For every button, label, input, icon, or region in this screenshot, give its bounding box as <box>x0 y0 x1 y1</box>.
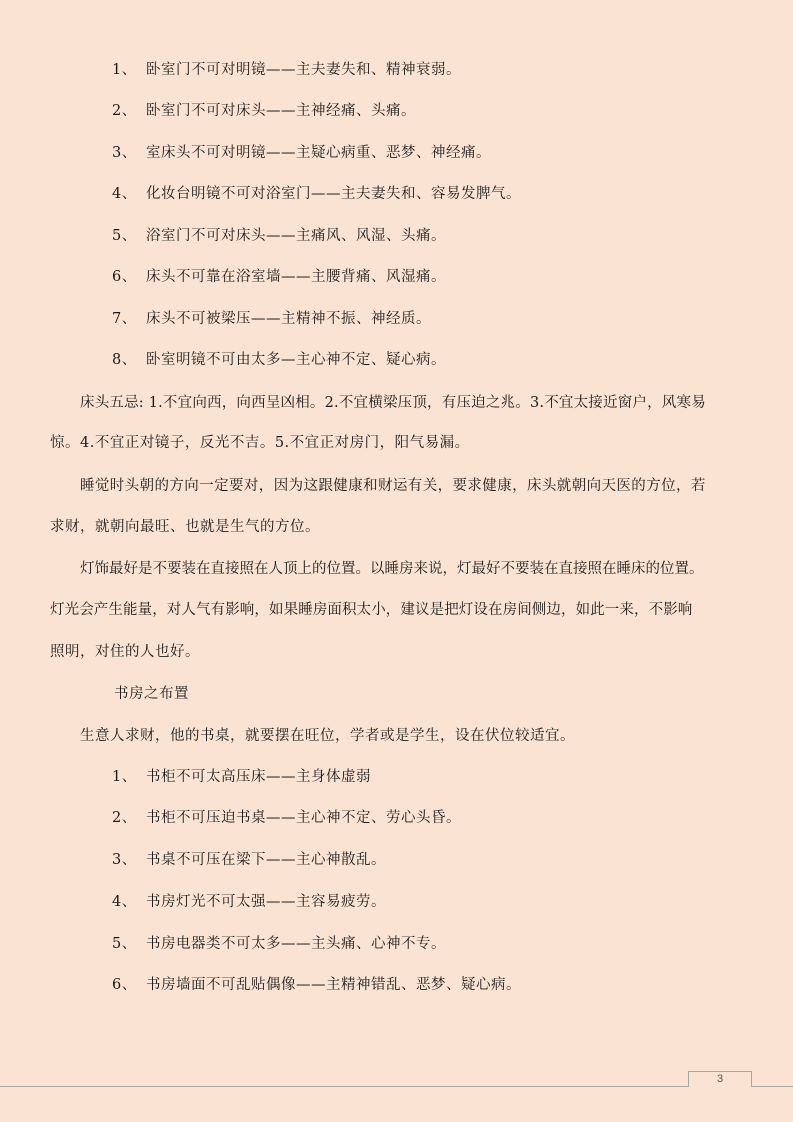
sleep-direction-line-1: 睡觉时头朝的方向一定要对，因为这跟健康和财运有关，要求健康，床头就朝向天医的方位，若 <box>80 478 706 494</box>
rule-text: 书房电器类不可太多——主头痛、心神不专。 <box>146 936 446 952</box>
footer-divider <box>0 1086 793 1087</box>
rule-number: 3、 <box>112 852 137 868</box>
sleep-direction-line-2: 求财，就朝向最旺、也就是生气的方位。 <box>50 519 320 535</box>
study-rule-5 <box>112 934 446 954</box>
bedroom-rule-8 <box>112 350 446 370</box>
rule-number: 1、 <box>112 62 137 78</box>
rule-text: 书柜不可太高压床——主身体虚弱 <box>146 769 371 785</box>
study-rule-3 <box>112 850 386 870</box>
rule-number: 5、 <box>112 228 137 244</box>
rule-number: 4、 <box>112 894 137 910</box>
study-intro: 生意人求财，他的书桌，就要摆在旺位，学者或是学生，设在伏位较适宜。 <box>80 728 575 744</box>
lighting-line-1: 灯饰最好是不要装在直接照在人顶上的位置。以睡房来说，灯最好不要装在直接照在睡床的位置。 <box>80 561 704 577</box>
study-rule-4 <box>112 892 386 912</box>
rule-number: 1、 <box>112 769 137 785</box>
bedroom-rule-6 <box>112 267 446 287</box>
rule-text: 书房墙面不可乱贴偶像——主精神错乱、恶梦、疑心病。 <box>146 977 521 993</box>
rule-text: 床头不可靠在浴室墙——主腰背痛、风湿痛。 <box>146 269 446 285</box>
rule-number: 2、 <box>112 810 137 826</box>
rule-number: 6、 <box>112 977 137 993</box>
rule-number: 2、 <box>112 103 137 119</box>
rule-number: 7、 <box>112 311 137 327</box>
rule-number: 5、 <box>112 936 137 952</box>
rule-number: 4、 <box>112 186 137 202</box>
bed-taboos-line-2: 惊。4.不宜正对镜子，反光不吉。5.不宜正对房门，阳气易漏。 <box>50 435 470 451</box>
rule-text: 卧室门不可对明镜——主夫妻失和、精神衰弱。 <box>146 62 461 78</box>
rule-text: 床头不可被梁压——主精神不振、神经质。 <box>146 311 431 327</box>
rule-number: 3、 <box>112 145 137 161</box>
bedroom-rule-5 <box>112 226 446 246</box>
study-heading: 书房之布置 <box>114 686 189 702</box>
lighting-line-2: 灯光会产生能量，对人气有影响，如果睡房面积太小，建议是把灯设在房间侧边，如此一来，不影响 <box>50 602 693 618</box>
rule-text: 室床头不可对明镜——主疑心病重、恶梦、神经痛。 <box>146 145 491 161</box>
page-number: 3 <box>688 1071 752 1087</box>
study-rule-6 <box>112 975 521 995</box>
bed-taboos-line-1: 床头五忌: 1.不宜向西，向西呈凶相。2.不宜横梁压顶，有压迫之兆。3.不宜太接近窗户，风寒易 <box>80 395 706 411</box>
rule-text: 书桌不可压在梁下——主心神散乱。 <box>146 852 386 868</box>
bedroom-rule-2 <box>112 101 416 121</box>
lighting-line-3: 照明，对住的人也好。 <box>50 644 200 660</box>
bedroom-rule-3 <box>112 143 491 163</box>
rule-text: 卧室明镜不可由太多—主心神不定、疑心病。 <box>146 352 446 368</box>
rule-number: 8、 <box>112 352 137 368</box>
rule-number: 6、 <box>112 269 137 285</box>
rule-text: 卧室门不可对床头——主神经痛、头痛。 <box>146 103 416 119</box>
rule-text: 化妆台明镜不可对浴室门——主夫妻失和、容易发脾气。 <box>146 186 521 202</box>
bedroom-rule-7 <box>112 309 431 329</box>
rule-text: 浴室门不可对床头——主痛风、风湿、头痛。 <box>146 228 446 244</box>
study-rule-1 <box>112 767 371 787</box>
bedroom-rule-1 <box>112 60 461 80</box>
bedroom-rule-4 <box>112 184 521 204</box>
rule-text: 书柜不可压迫书桌——主心神不定、劳心头昏。 <box>146 810 461 826</box>
rule-text: 书房灯光不可太强——主容易疲劳。 <box>146 894 386 910</box>
study-rule-2 <box>112 808 461 828</box>
